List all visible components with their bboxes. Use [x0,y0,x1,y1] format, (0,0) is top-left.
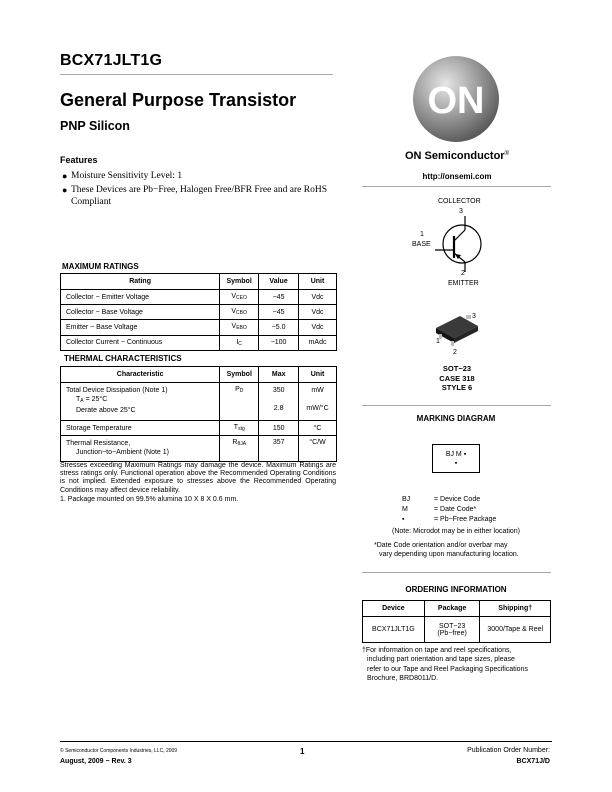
maximum-ratings-table [60,273,337,351]
unit-cell: mW mW/°C [299,383,337,421]
table-row [61,383,337,421]
characteristic-cell: Thermal Resistance, Junction−to−Ambient (Note 1) [61,436,220,462]
pnp-transistor-symbol [425,214,495,274]
table-row [61,436,337,462]
package-name: SOT−23 [442,364,472,373]
rating-cell: Collector − Base Voltage [61,305,220,320]
table-row [363,617,551,643]
ordering-table [362,600,551,643]
feature-text: Moisture Sensitivity Level: 1 [71,171,183,181]
header-rule [60,74,333,75]
package-cell: SOT−23 (Pb−free) [424,617,480,643]
features-heading: Features [60,155,98,165]
marking-box [432,444,480,473]
unit-cell: Vdc [299,320,337,335]
column-header: Shipping† [480,601,551,617]
symbol-cell: $V_{EBO}$ [220,320,259,335]
footer-rule [60,741,552,742]
symbol-cell: $V_{CEO}$ [220,290,259,305]
column-header: Symbol [220,367,259,383]
thermal-table [60,366,337,462]
date-code-note: *Date Code orientation and/or overbar may vary depending upon manufacturing location. [374,542,519,558]
stress-note: Stresses exceeding Maximum Ratings may damage the device. Maximum Ratings are stress ratings only. Functional operation above the Recommended Operating Conditions is not implied. Extended exposure to stresses above the Recommended Operating Conditions may affect device reliability. [60,462,336,494]
table-header-row [61,367,337,383]
company-url[interactable]: http://onsemi.com [422,172,492,181]
marking-code-line: BJ M ▪ [445,451,467,458]
value-cell: −5.0 [259,320,299,335]
symbol-cell: $I_C$ [220,335,259,350]
shipping-cell: 3000/Tape & Reel [480,617,551,643]
section-rule [362,186,551,187]
unit-cell: mAdc [299,335,337,350]
footer-date: August, 2009 − Rev. 3 [60,758,132,765]
rating-cell: Collector − Emitter Voltage [61,290,220,305]
column-header: Value [259,274,299,290]
company-name: ON Semiconductor® [404,150,510,162]
package-pin2-label: 2 [453,349,457,356]
table-row [61,421,337,436]
column-header: Symbol [220,274,259,290]
package-info [372,364,542,393]
feature-item [62,184,344,208]
base-pin-number: 1 [420,231,424,238]
feature-text: These Devices are Pb−Free, Halogen Free/BFR Free and are RoHS [71,185,327,195]
column-header: Characteristic [61,367,220,383]
bullet-icon: ● [62,171,68,181]
document-title: General Purpose Transistor [60,90,297,110]
symbol-cell: $T_{stg}$ [220,421,259,436]
legend-row: ▪ = Pb−Free Package [402,516,497,523]
characteristic-cell: Total Device Dissipation (Note 1) $T_A = 25^\circ C$ Derate above 25°C [61,383,220,421]
document-subtitle: PNP Silicon [60,119,130,133]
value-cell: −100 [259,335,299,350]
legend-row: BJ = Device Code [402,496,481,503]
unit-cell: °C [299,421,337,436]
unit-cell: Vdc [299,290,337,305]
legend-row: M = Date Code* [402,506,477,513]
maximum-ratings-heading: MAXIMUM RATINGS [62,262,139,271]
ordering-info-heading: ORDERING INFORMATION [405,585,507,594]
marking-diagram-heading: MARKING DIAGRAM [416,414,496,423]
emitter-label: EMITTER [448,280,479,287]
symbol-cell: $R_{\theta JA}$ [220,436,259,462]
characteristic-cell: Storage Temperature [61,421,220,436]
page-number: 1 [300,747,305,756]
symbol-cell: $P_D$ [220,383,259,421]
value-cell: 150 [259,421,299,436]
ordering-footnote: †For information on tape and reel specifications, including part orientation and tape sizes, please refer to our Tape and Reel Packaging Specifications Brochure, BRD8011/D. [362,647,528,682]
table-row [61,290,337,305]
on-semiconductor-logo [412,55,500,143]
emitter-pin-number: 2 [461,270,465,277]
collector-pin-number: 3 [459,208,463,215]
value-cell: 350 2.8 [259,383,299,421]
column-header: Rating [61,274,220,290]
column-header: Package [424,601,480,617]
value-cell: −45 [259,305,299,320]
part-number: BCX71JLT1G [60,52,163,69]
column-header: Unit [299,367,337,383]
table-row [61,335,337,350]
unit-cell: Vdc [299,305,337,320]
rating-cell: Emitter − Base Voltage [61,320,220,335]
package-pin1-label: 1 [436,338,440,345]
publication-order-number: BCX71J/D [516,758,550,765]
section-rule [362,572,551,573]
microdot-note: (Note: Microdot may be in either location) [392,528,520,535]
table-header-row [61,274,337,290]
package-case: CASE 318 [439,373,475,383]
column-header: Unit [299,274,337,290]
publication-order-label: Publication Order Number: [467,747,550,754]
column-header: Device [363,601,425,617]
bullet-icon: ● [62,185,68,195]
base-label: BASE [412,241,431,248]
marking-dot-line: ▪ [454,460,458,467]
value-cell: 357 [259,436,299,462]
unit-cell: °C/W [299,436,337,462]
value-cell: −45 [259,290,299,305]
package-mounting-note: 1. Package mounted on 99.5% alumina 10 X 8 X 0.6 mm. [60,496,239,503]
feature-item [62,170,344,182]
rating-cell: Collector Current − Continuous [61,335,220,350]
table-header-row [363,601,551,617]
table-row [61,320,337,335]
collector-label: COLLECTOR [438,198,481,205]
feature-text-continued: Compliant [71,197,112,207]
table-row [61,305,337,320]
footer-copyright: © Semiconductor Components Industries, LLC, 2009 [60,748,178,754]
section-rule [362,405,551,406]
package-style: STYLE 6 [441,383,473,392]
thermal-heading: THERMAL CHARACTERISTICS [64,354,182,363]
column-header: Max [259,367,299,383]
svg-text:ON: ON [427,80,485,122]
device-cell: BCX71JLT1G [363,617,425,643]
package-pin3-label: 3 [472,313,476,320]
symbol-cell: $V_{CBO}$ [220,305,259,320]
